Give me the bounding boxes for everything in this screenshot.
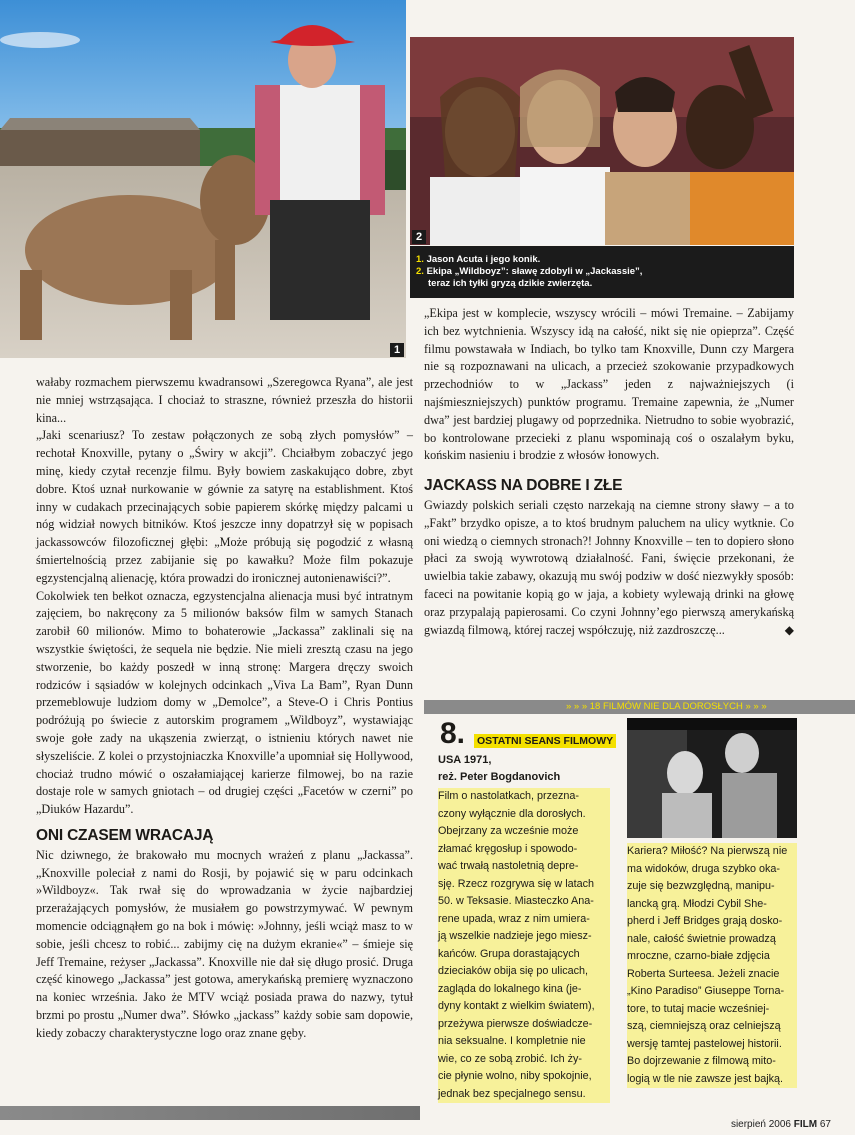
photo-man-with-pony — [0, 0, 406, 358]
text-line: czony wyłącznie dla dorosłych. — [438, 807, 586, 820]
text-line: Obejrzany za wcześnie może — [438, 825, 579, 837]
text-line: cie płynie wolno, niby spokojnie, — [438, 1070, 592, 1082]
article-paragraph: „Ekipa jest w komplecie, wszyscy wrócili – mówi Tremaine. – Zabijamy ich bez wytchnienia. Wszyscy idą na całość, nikt się nie opieprza”. Część filmu powstawała w Indiach, bo tylko tam Knoxville, Dunn czy Margera nie są rozpoznawani na ulicach, a przecież szokowanie przypadkowych przechodniów to w „Jackass” jeden z najważniejszych (i najśmieszniejszych) punktów programu. Tremaine zapewnia, że „Numer dwa” jest bardziej plugawy od poprzednika. Nietrudno to sobie wyobrazić, bo kontrolowane przecieki z planu wspominają coś o oszalałym byku, końskim nasieniu i brodzie z włosów łonowych. — [424, 306, 794, 463]
footer-date: sierpień 2006 — [730, 1119, 791, 1130]
article-paragraph: Gwiazdy polskich seriali często narzekają na ciemne strony sławy – a to „Fakt” brzydko opisze, a to ktoś brudnym paluchem na ulicy wytknie. Co oni wiedzą o ciemnych stronach?! Johnny Knoxville – ten to dopiero słono płaci za swoją wywrotową działalność. Fani, święcie przekonani, że uwielbia takie zabawy, okazują mu swój podziw w dość niezwykły sposób: faceci na powitanie kopią go w jaja, a kobiety wylewają drinki na głowę oraz przypalają papierosami. Co czyni Johnny’ego pierwszą amerykańską gwiazdą filmową, której raczej współczuję, niż zazdroszczę... ◆ — [424, 497, 794, 639]
text-line: nia seksualne. I kompletnie nie — [438, 1035, 586, 1047]
text-line: nale, całość świetnie prowadzą — [627, 932, 776, 945]
text-line: wie, co ze sobą zrobić. Ich ży- — [438, 1052, 583, 1065]
text-line: zagląda do lokalnego kina (je- — [438, 982, 582, 995]
film-recommendation-box — [434, 716, 804, 1106]
film-meta-director: reż. Peter Bogdanovich — [438, 771, 561, 783]
text-line: Kariera? Miłość? Na pierwszą nie — [627, 845, 788, 857]
article-left-column — [36, 374, 413, 1042]
text-line: dyny kontakt z wielkim światem), — [438, 1000, 595, 1012]
end-mark-icon: ◆ — [784, 622, 794, 637]
page-footer — [731, 1119, 831, 1130]
photo-caption — [410, 246, 794, 298]
text-line: jednak bez specjalnego sensu. — [438, 1087, 586, 1100]
article-paragraph: Cokolwiek ten bełkot oznacza, egzystencjalna alienacja musi być intratnym zajęciem, bo nakręcony za 5 milionów baksów film w samych Stanach zarobił 60 milionów. Mimo to bohaterowie „Jackassa” zaklinali się na wszystkie świętości, że sequela nie będzie. Nie mieli zresztą czasu na jego stworzenie, bo każdy poszedł w inną stronę: Margera dręczy swoich rodziców i sąsiadów w kolejnych odcinkach „Viva La Bam”, Ryan Dunn przemeblowuje ludziom domy w „Demolce”, a Steve-O i Chris Pontius podróżują po świecie z autorskim programem „Wildboyz”, wystawiając swoje gołe zady na ukąszenia zwierząt, o istnieniu których nawet nie słyszeliście. Z kolei o przystojniaczka Knoxville’a upomniał się Hollywood, chociaż trudno mówić o oszałamiającej karierze filmowej, bo na razie dostaje role w samych gniotach – od drugiej części „Facetów w czerni” po „Diuków Hazardu”. — [36, 588, 413, 817]
film-meta-country-year: USA 1971, — [438, 754, 492, 766]
film-description-left — [438, 788, 610, 1103]
bottom-divider-bar — [0, 1106, 420, 1120]
article-paragraph: wałaby rozmachem pierwszemu kwadransowi „Szeregowca Ryana”, ale jest nie mniej wstrząsająca. I chociaż to straszne, również przeszła do historii kina... — [36, 375, 413, 425]
article-right-column — [424, 305, 794, 639]
article-paragraph: Nic dziwnego, że brakowało mu mocnych wrażeń z planu „Jackassa”. „Knoxville poleciał z nami do Rosji, by pojawić się w paru odcinkach »Wildboyz«. Tak rwał się do wprowadzania w życie najbardziej przerażających pomysłów, że musiałem go powstrzymywać. W pewnym momencie odciągnąłem go na bok i mówię: »Johnny, jeśli wciąż masz to w sobie, jeśli chcesz to robić... zabijmy cię na dużym ekranie«” – śmieje się Jeff Tremaine, reżyser „Jackassa”. Knoxville nie dał się długo prosić. Druga część kinowego „Jackassa” jest gotowa, amerykańską premierę wyznaczono na koniec września. Jako że MTV wciąż posiada prawa do nazwy, tytuł brzmi po prostu „Numer dwa”. Słówko „jackass” każdy sobie sam dopowie, kiedy zobaczy charakterystyczne logo oraz znane gęby. — [36, 847, 413, 1040]
caption-line-2: 2. Ekipa „Wildboyz”: sławę zdobyli w „Jackassie”, — [416, 266, 643, 277]
text-line: kańców. Grupa dorastających — [438, 947, 580, 960]
section-heading: JACKASS NA DOBRE I ZŁE — [424, 477, 623, 495]
photo-man-with-pony-image — [0, 0, 406, 358]
text-line: Roberta Surteesa. Jeżeli znacie — [627, 967, 780, 980]
photo-wildboyz-crew-image — [410, 37, 794, 245]
text-line: wersję tamtej pastelowej historii. — [627, 1037, 782, 1050]
text-line: pherd i Jeff Bridges grają dosko- — [627, 915, 783, 927]
photo-number-badge: 1 — [390, 343, 404, 357]
text-line: szą, ciemniejszą oraz celniejszą — [627, 1020, 781, 1032]
text-line: 50. w Teksasie. Miasteczko Ana- — [438, 895, 594, 907]
text-line: tore, to tutaj macie wcześniej- — [627, 1002, 770, 1015]
series-header-bar: » » » 18 FILMÓW NIE DLA DOROSŁYCH » » » — [424, 700, 855, 714]
film-still-photo — [627, 718, 797, 838]
footer-magazine: FILM — [793, 1119, 818, 1130]
photo-number-badge: 2 — [412, 230, 426, 244]
text-line: logią w tle nie zawsze jest bajką. — [627, 1072, 784, 1085]
text-line: ma widoków, druga szybko oka- — [627, 862, 781, 875]
text-line: przeżywa pierwsze doświadcze- — [438, 1017, 593, 1030]
photo-wildboyz-crew — [410, 37, 794, 245]
film-still-image — [627, 718, 797, 838]
text-line: Film o nastolatkach, przezna- — [438, 790, 580, 802]
film-number: 8. — [440, 717, 466, 750]
film-description-right — [627, 843, 797, 1088]
text-line: zuje się bezwzględną, manipu- — [627, 880, 775, 892]
text-line: Bo dojrzewanie z filmową mito- — [627, 1055, 776, 1067]
section-heading: ONI CZASEM WRACAJĄ — [36, 826, 214, 844]
article-paragraph: „Jaki scenariusz? To zestaw połączonych ze sobą złych pomysłów” – rechotał Knoxville, pytany o „Świry w akcji”. Chciałbym zobaczyć jego minę, kiedy czytał recenzje filmu. Były bowiem zaskakująco dobre, zbyt dobre. Ktoś uznał nurkowanie w gównie za satyrę na establishment. Ktoś inny w cudakach przecinających sobie papierem skórkę między palcami u nóg widział nowych bitników. Ktoś jeszcze inny dopatrzył się w popisach jackassowców filozoficznej głębi: „Może próbują się pogodzić z własną śmiertelnością przez zabijanie się po kawałku? Może film pokazuje egzystencjalną alienację, która prowadzi do ironicznej autonienawiści?”. — [36, 428, 413, 585]
text-line: wać trwałą nastoletnią depre- — [438, 860, 579, 872]
text-line: „Kino Paradiso” Giuseppe Torna- — [627, 985, 785, 997]
text-line: sję. Rzecz rozgrywa się w latach — [438, 877, 595, 890]
text-line: mroczne, czarno-białe zdjęcia — [627, 950, 770, 962]
text-line: ją wszelkie nadzieje jego miesz- — [438, 930, 592, 942]
text-line: dzieciaków obija się po ulicach, — [438, 965, 589, 977]
text-line: złamać kręgosłup i spowodo- — [438, 842, 578, 855]
caption-line-1: 1. Jason Acuta i jego konik. — [416, 254, 541, 265]
film-title: OSTATNI SEANS FILMOWY — [474, 734, 616, 748]
footer-page-number: 67 — [819, 1119, 831, 1130]
text-line: lancką grą. Młodzi Cybil She- — [627, 897, 767, 910]
text-line: rene upada, wraz z nim umiera- — [438, 912, 590, 925]
caption-line-3: teraz ich tyłki gryzą dzikie zwierzęta. — [428, 278, 593, 289]
